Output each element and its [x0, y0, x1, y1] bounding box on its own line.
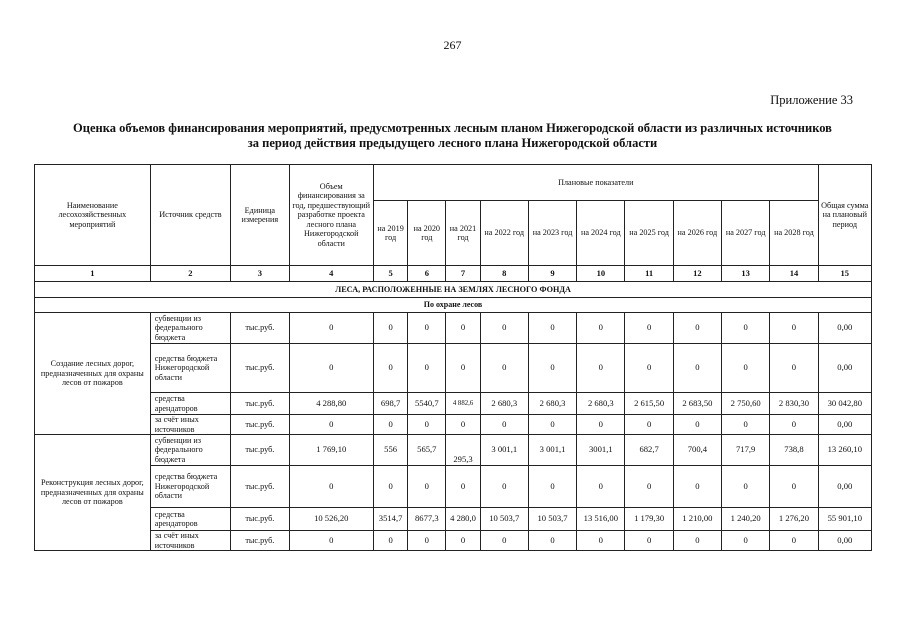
year-value: 0 — [374, 415, 408, 435]
year-value: 10 503,7 — [528, 508, 576, 531]
column-number: 14 — [770, 266, 818, 282]
title-line-2: за период действия предыдущего лесного плана Нижегородской области — [247, 136, 658, 150]
column-number: 12 — [673, 266, 721, 282]
source-cell: средства арендаторов — [150, 508, 230, 531]
source-cell: субвенции из федерального бюджета — [150, 435, 230, 466]
unit-cell: тыс.руб. — [231, 435, 289, 466]
unit-cell: тыс.руб. — [231, 313, 289, 344]
column-number: 1 — [35, 266, 151, 282]
volume-cell: 4 288,80 — [289, 393, 374, 415]
source-cell: средства арендаторов — [150, 393, 230, 415]
subsection-row — [35, 298, 872, 313]
header-year: на 2023 год — [528, 201, 576, 266]
activity-cell: Реконструкция лесных дорог, предназначенных для охраны лесов от пожаров — [35, 435, 151, 551]
year-value: 3 001,1 — [480, 435, 528, 466]
year-value: 0 — [577, 466, 625, 508]
year-value: 565,7 — [408, 435, 446, 466]
unit-cell: тыс.руб. — [231, 508, 289, 531]
source-cell: средства бюджета Нижегородской области — [150, 466, 230, 508]
year-value: 0 — [374, 466, 408, 508]
year-value: 0 — [480, 344, 528, 393]
volume-cell: 0 — [289, 313, 374, 344]
header-year: на 2021 год — [446, 201, 480, 266]
year-value: 0 — [374, 344, 408, 393]
table-row — [35, 415, 872, 435]
header-volume: Объем финансирования за год, предшествующий разработке проекта лесного плана Нижегородской области — [289, 165, 374, 266]
year-value: 2 680,3 — [480, 393, 528, 415]
header-year: на 2024 год — [577, 201, 625, 266]
unit-cell: тыс.руб. — [231, 344, 289, 393]
year-value: 1 210,00 — [673, 508, 721, 531]
year-value: 10 503,7 — [480, 508, 528, 531]
header-year: на 2028 год — [770, 201, 818, 266]
year-value: 717,9 — [722, 435, 770, 466]
year-value: 13 516,00 — [577, 508, 625, 531]
year-value: 4 882,6 — [446, 393, 480, 415]
total-cell: 0,00 — [818, 415, 871, 435]
table-row — [35, 313, 872, 344]
year-value: 0 — [673, 531, 721, 551]
header-year: на 2019 год — [374, 201, 408, 266]
year-value: 0 — [722, 466, 770, 508]
title-line-1: Оценка объемов финансирования мероприятий, предусмотренных лесным планом Нижегородской области из различных источников — [73, 121, 832, 135]
year-value: 0 — [625, 466, 673, 508]
column-number: 7 — [446, 266, 480, 282]
column-number: 4 — [289, 266, 374, 282]
activity-cell: Создание лесных дорог, предназначенных для охраны лесов от пожаров — [35, 313, 151, 435]
unit-cell: тыс.руб. — [231, 466, 289, 508]
year-value: 698,7 — [374, 393, 408, 415]
column-number: 11 — [625, 266, 673, 282]
year-value: 5540,7 — [408, 393, 446, 415]
year-value: 2 683,50 — [673, 393, 721, 415]
column-number: 10 — [577, 266, 625, 282]
total-cell: 55 901,10 — [818, 508, 871, 531]
source-cell: средства бюджета Нижегородской области — [150, 344, 230, 393]
year-value: 3514,7 — [374, 508, 408, 531]
header-year: на 2027 год — [722, 201, 770, 266]
unit-cell: тыс.руб. — [231, 393, 289, 415]
table-row — [35, 531, 872, 551]
year-value: 0 — [446, 531, 480, 551]
year-value: 0 — [722, 344, 770, 393]
year-value: 0 — [673, 313, 721, 344]
year-value: 0 — [625, 531, 673, 551]
year-value: 0 — [577, 313, 625, 344]
year-value: 0 — [446, 344, 480, 393]
year-value: 0 — [528, 466, 576, 508]
year-value: 8677,3 — [408, 508, 446, 531]
year-value: 0 — [408, 415, 446, 435]
year-value: 2 750,60 — [722, 393, 770, 415]
table-row — [35, 393, 872, 415]
header-year: на 2022 год — [480, 201, 528, 266]
year-value: 0 — [408, 344, 446, 393]
header-year: на 2020 год — [408, 201, 446, 266]
column-number: 2 — [150, 266, 230, 282]
column-number: 5 — [374, 266, 408, 282]
year-value: 0 — [625, 344, 673, 393]
volume-cell: 0 — [289, 466, 374, 508]
year-value: 0 — [446, 313, 480, 344]
total-cell: 0,00 — [818, 466, 871, 508]
appendix-label: Приложение 33 — [770, 93, 853, 107]
year-value: 0 — [408, 313, 446, 344]
document-title — [30, 121, 875, 151]
year-value: 0 — [528, 344, 576, 393]
year-value: 2 615,50 — [625, 393, 673, 415]
total-cell: 30 042,80 — [818, 393, 871, 415]
year-value: 0 — [577, 415, 625, 435]
year-value: 0 — [577, 531, 625, 551]
financing-table — [34, 164, 872, 551]
section-row — [35, 282, 872, 298]
year-value: 0 — [770, 344, 818, 393]
header-year: на 2025 год — [625, 201, 673, 266]
year-value: 2 680,3 — [577, 393, 625, 415]
year-value: 0 — [480, 466, 528, 508]
year-value: 0 — [770, 313, 818, 344]
header-source: Источник средств — [150, 165, 230, 266]
column-number: 8 — [480, 266, 528, 282]
table-row — [35, 435, 872, 466]
year-value: 0 — [408, 466, 446, 508]
header-activity: Наименование лесохозяйственных мероприятий — [35, 165, 151, 266]
year-value: 700,4 — [673, 435, 721, 466]
year-value: 1 276,20 — [770, 508, 818, 531]
volume-cell: 0 — [289, 531, 374, 551]
unit-cell: тыс.руб. — [231, 531, 289, 551]
total-cell: 13 260,10 — [818, 435, 871, 466]
year-value: 0 — [480, 415, 528, 435]
column-number: 15 — [818, 266, 871, 282]
year-value: 0 — [528, 531, 576, 551]
column-number: 9 — [528, 266, 576, 282]
total-cell: 0,00 — [818, 313, 871, 344]
year-value: 0 — [577, 344, 625, 393]
unit-cell: тыс.руб. — [231, 415, 289, 435]
volume-cell: 0 — [289, 344, 374, 393]
year-value: 0 — [480, 531, 528, 551]
source-cell: субвенции из федерального бюджета — [150, 313, 230, 344]
year-value: 682,7 — [625, 435, 673, 466]
year-value: 0 — [446, 415, 480, 435]
year-value: 4 280,0 — [446, 508, 480, 531]
section-title: ЛЕСА, РАСПОЛОЖЕННЫЕ НА ЗЕМЛЯХ ЛЕСНОГО ФОНДА — [35, 282, 872, 298]
year-value: 0 — [673, 466, 721, 508]
header-unit: Единица измерения — [231, 165, 289, 266]
page-number: 267 — [443, 38, 462, 52]
subsection-title: По охране лесов — [35, 298, 872, 313]
column-number: 3 — [231, 266, 289, 282]
header-planned: Плановые показатели — [374, 165, 819, 201]
year-value: 738,8 — [770, 435, 818, 466]
total-cell: 0,00 — [818, 531, 871, 551]
year-value: 3001,1 — [577, 435, 625, 466]
year-value: 0 — [408, 531, 446, 551]
year-value: 0 — [625, 415, 673, 435]
year-value: 0 — [770, 466, 818, 508]
year-value: 0 — [374, 313, 408, 344]
year-value: 556 — [374, 435, 408, 466]
year-value: 0 — [770, 415, 818, 435]
year-value: 0 — [722, 313, 770, 344]
year-value: 0 — [770, 531, 818, 551]
header-year: на 2026 год — [673, 201, 721, 266]
year-value: 0 — [446, 466, 480, 508]
year-value: 0 — [673, 344, 721, 393]
table-row — [35, 508, 872, 531]
year-value: 0 — [528, 415, 576, 435]
year-value: 2 680,3 — [528, 393, 576, 415]
source-cell: за счёт иных источников — [150, 531, 230, 551]
column-number: 6 — [408, 266, 446, 282]
volume-cell: 0 — [289, 415, 374, 435]
column-number: 13 — [722, 266, 770, 282]
year-value: 0 — [625, 313, 673, 344]
year-value: 0 — [673, 415, 721, 435]
year-value: 295,3 — [446, 435, 480, 466]
year-value: 0 — [480, 313, 528, 344]
year-value: 0 — [374, 531, 408, 551]
table-row — [35, 466, 872, 508]
year-value: 1 240,20 — [722, 508, 770, 531]
year-value: 0 — [722, 531, 770, 551]
header-row-1 — [35, 165, 872, 201]
volume-cell: 10 526,20 — [289, 508, 374, 531]
year-value: 1 179,30 — [625, 508, 673, 531]
year-value: 0 — [722, 415, 770, 435]
column-number-row — [35, 266, 872, 282]
table-row — [35, 344, 872, 393]
year-value: 2 830,30 — [770, 393, 818, 415]
source-cell: за счёт иных источников — [150, 415, 230, 435]
year-value: 3 001,1 — [528, 435, 576, 466]
total-cell: 0,00 — [818, 344, 871, 393]
volume-cell: 1 769,10 — [289, 435, 374, 466]
header-total: Общая сумма на плановый период — [818, 165, 871, 266]
year-value: 0 — [528, 313, 576, 344]
